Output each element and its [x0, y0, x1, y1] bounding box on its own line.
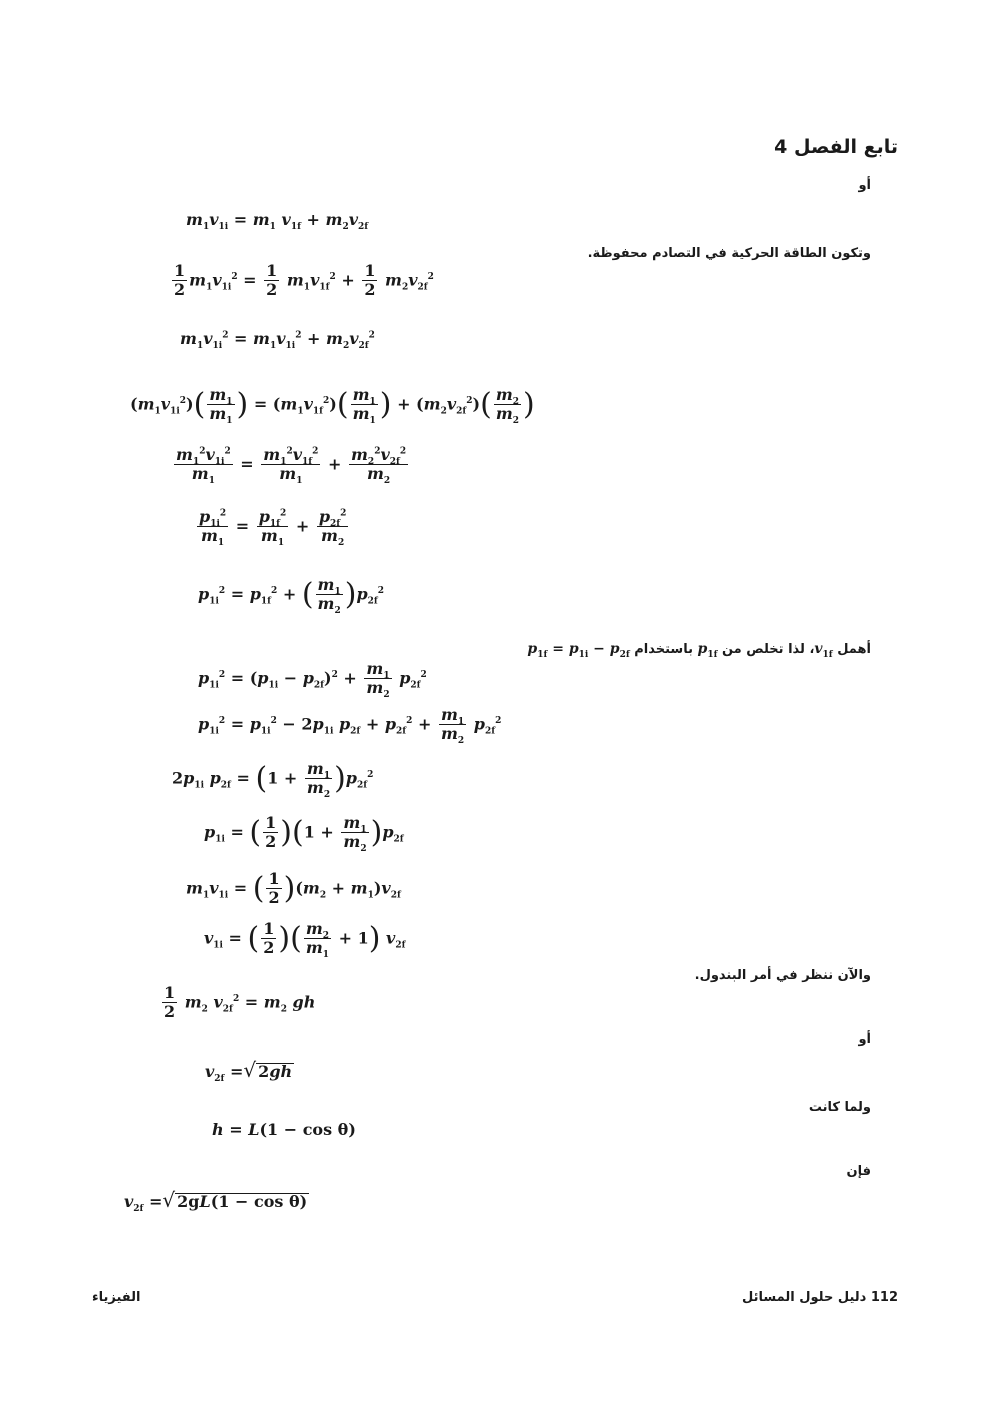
neglect-end: باستخدام [634, 642, 693, 657]
text-ke-conserved: وتكون الطاقة الحركية في التصادم محفوظة. [587, 246, 871, 261]
eq-multiply-mass: $(m_1v_{1i}^2)$( $\frac{m_1}{m_1}$ ) = $(m_1v_{1f}^2)$( $\frac{m_1}{m_1}$ ) + $(m_2v_{2f}^2)$( $\frac{m_2}{m_2}$ ) [130, 385, 535, 427]
neglect-lead: أهمل [837, 642, 871, 657]
footer-right [742, 1290, 898, 1305]
neglect-mid: ، لذا تخلص من [721, 642, 815, 657]
eq-m1v1i: $m_1v_{1i}$ = ( $\frac{1}{2}$ )$(m_2 + m_1)v_{2f}$ [186, 869, 401, 908]
eq-v1i: $v_{1i}$ = ( $\frac{1}{2}$ )( $\frac{m_2}{m_1}$ + 1) $v_{2f}$ [204, 919, 406, 961]
text-or-1: أو [858, 178, 871, 193]
text-pendulum: والآن ننظر في أمر البندول. [694, 968, 871, 983]
eq-height: h = L(1 − cos θ) [212, 1120, 356, 1139]
eq-collect: $2p_{1i}$ $p_{2f} = (1$ + $\frac{m_1}{m_2}$ )$p_{2f}^2$ [172, 759, 374, 801]
eq-p1i-squared: $p_{1i}^2 = p_{1f}^2$ + ( $\frac{m_1}{m_2}$ )$p_{2f}^2$ [198, 575, 385, 617]
eq-momentum: $m_1v_{1i} = m_1$ $v_{1f} + m_2v_{2f}$ [186, 210, 369, 233]
page-title: تابع الفصل 4 [774, 136, 898, 158]
eq-v2f-final: $v_{2f}$ =√ 2gL(1 − cos θ) [124, 1188, 308, 1215]
text-then: فإن [846, 1164, 871, 1179]
eq-momentum-form: $\frac{p_{1i}^2}{m_1}$ = $\frac{p_{1f}^2}{m_1}$ + $\frac{p_{2f}^2}{m_2}$ [199, 507, 347, 549]
eq-pendulum-energy: $\frac{1}{2}$ $m_2$ $v_{2f}^2 = m_2$ gh [164, 983, 316, 1022]
text-since: ولما كانت [808, 1100, 871, 1115]
math-p1f: $p_{1f}$ [697, 641, 718, 660]
eq-substitute: $p_{1i}^2 = (p_{1i} - p_{2f})^2$ + $\frac{m_1}{m_2}$ $p_{2f}^2$ [198, 659, 427, 701]
text-neglect [527, 641, 871, 660]
math-p1f-eq: $p_{1f} = p_{1i} - p_{2f}$ [527, 641, 630, 660]
eq-p1i: $p_{1i}$ = ( $\frac{1}{2}$ )(1 + $\frac{m_1}{m_2}$ )$p_{2f}$ [204, 813, 404, 855]
footer-subject: الفيزياء [92, 1290, 141, 1305]
math-v1f: $v_{1f}$ [814, 641, 833, 660]
eq-expand: $p_{1i}^2 = p_{1i}^2 - 2p_{1i}$ $p_{2f} + p_{2f}^2$ + $\frac{m_1}{m_2}$ $p_{2f}^2$ [198, 705, 502, 747]
page-number: 112 [870, 1290, 898, 1305]
eq-kinetic-simplified: $m_1v_{1i}^2 = m_1v_{1i}^2 + m_2v_{2f}^2$ [180, 329, 375, 352]
text-or-2: أو [858, 1032, 871, 1047]
eq-squared-over-mass: $\frac{m_1^2v_{1i}^2}{m_1}$ = $\frac{m_1^2v_{1f}^2}{m_1}$ + $\frac{m_2^2v_{2f}^2}{m_2}$ [176, 445, 407, 487]
eq-v2f-sqrt: $v_{2f}$ =√ 2gh [205, 1058, 293, 1085]
book-title: دليل حلول المسائل [742, 1290, 867, 1305]
eq-kinetic: $\frac{1}{2}$ $m_1v_{1i}^2$ = $\frac{1}{2}$ $m_1v_{1f}^2$ + $\frac{1}{2}$ $m_2v_{2f}^2$ [174, 261, 434, 300]
